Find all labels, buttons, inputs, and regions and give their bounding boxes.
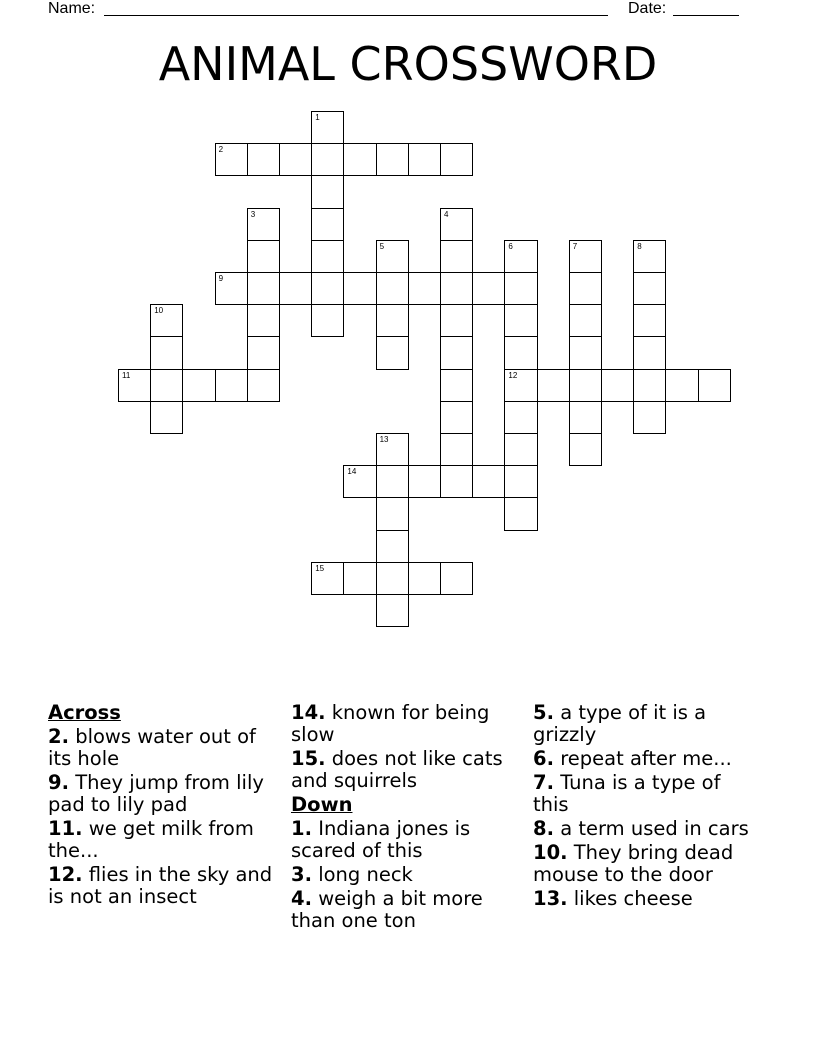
date-label: Date: [628,0,667,17]
grid-cell[interactable] [311,111,344,144]
grid-cell[interactable] [408,272,441,305]
clue-number-label: 7 [572,241,578,251]
grid-cell[interactable] [472,465,505,498]
grid-cell[interactable] [440,369,473,402]
clue-number-label: 10 [154,306,164,316]
grid-cell[interactable] [504,369,537,402]
clue-number-label: 15 [315,563,325,573]
grid-cell[interactable] [504,465,537,498]
clue-across-12: 12. flies in the sky and is not an insect [48,863,273,908]
grid-cell[interactable] [247,208,280,241]
clue-number-label: 5 [379,241,385,251]
grid-cell[interactable] [569,304,602,337]
down-heading: Down [291,793,353,816]
grid-cell[interactable] [504,497,537,530]
grid-cell[interactable] [504,240,537,273]
grid-cell[interactable] [279,143,312,176]
grid-cell[interactable] [311,272,344,305]
grid-cell[interactable] [440,562,473,595]
grid-cell[interactable] [504,336,537,369]
grid-cell[interactable] [633,240,666,273]
grid-cell[interactable] [247,272,280,305]
grid-cell[interactable] [633,369,666,402]
grid-cell[interactable] [215,272,248,305]
clue-down-1: 1. Indiana jones is scared of this [291,817,471,862]
clue-across-11: 11. we get milk from the... [48,817,254,862]
grid-cell[interactable] [311,208,344,241]
page-title: ANIMAL CROSSWORD [158,37,658,91]
grid-cell[interactable] [376,497,409,530]
grid-cell[interactable] [311,240,344,273]
grid-cell[interactable] [376,143,409,176]
grid-cell[interactable] [472,272,505,305]
grid-cell[interactable] [440,143,473,176]
grid-cell[interactable] [601,369,634,402]
grid-cell[interactable] [247,143,280,176]
grid-cell[interactable] [440,401,473,434]
grid-cell[interactable] [376,530,409,563]
grid-cell[interactable] [569,336,602,369]
clue-across-9: 9. They jump from lily pad to lily pad [48,771,264,816]
clue-number-label: 9 [218,274,224,283]
clues-column-3 [533,702,761,912]
grid-cell[interactable] [376,594,409,627]
grid-cell[interactable] [376,272,409,305]
grid-cell[interactable] [343,465,376,498]
grid-cell[interactable] [569,369,602,402]
across-heading: Across [48,701,121,724]
clue-number-label: 3 [250,209,256,219]
grid-cell[interactable] [633,336,666,369]
clues-column-2 [291,702,519,934]
grid-cell[interactable] [440,208,473,241]
clue-number-label: 6 [508,241,513,251]
grid-cell[interactable] [376,562,409,595]
clue-number-label: 12 [508,370,518,380]
grid-cell[interactable] [440,465,473,498]
grid-cell[interactable] [150,336,183,369]
clue-number-label: 2 [218,145,224,155]
grid-cell[interactable] [633,304,666,337]
grid-cell[interactable] [504,433,537,466]
grid-cell[interactable] [569,401,602,434]
grid-cell[interactable] [376,240,409,273]
clue-number-label: 11 [122,370,131,380]
grid-cell[interactable] [247,304,280,337]
clue-number-label: 13 [379,435,389,444]
grid-cell[interactable] [376,433,409,466]
clue-down-10: 10. They bring dead mouse to the door [533,841,734,886]
grid-cell[interactable] [376,304,409,337]
clue-number-label: 14 [347,467,357,477]
grid-cell[interactable] [311,304,344,337]
clue-number-label: 8 [637,241,642,251]
grid-cell[interactable] [376,465,409,498]
grid-cell[interactable] [279,272,312,305]
grid-cell[interactable] [247,240,280,273]
grid-cell[interactable] [504,401,537,434]
grid-cell[interactable] [150,369,183,402]
grid-cell[interactable] [440,272,473,305]
clue-down-7: 7. Tuna is a type of this [533,771,721,816]
grid-cell[interactable] [343,143,376,176]
clue-down-6: 6. repeat after me... [533,747,732,770]
clue-across-2: 2. blows water out of its hole [48,725,256,770]
grid-cell[interactable] [182,369,215,402]
grid-cell[interactable] [440,240,473,273]
clue-across-15: 15. does not like cats and squirrels [291,747,503,792]
clue-across-14: 14. known for being slow [291,701,490,746]
grid-cell[interactable] [440,336,473,369]
grid-cell[interactable] [376,336,409,369]
grid-cell[interactable] [247,369,280,402]
grid-cell[interactable] [633,401,666,434]
grid-cell[interactable] [440,304,473,337]
grid-cell[interactable] [569,240,602,273]
grid-cell[interactable] [408,143,441,176]
clue-down-8: 8. a term used in cars [533,817,749,840]
grid-cell[interactable] [569,433,602,466]
clue-down-4: 4. weigh a bit more than one ton [291,887,483,932]
clue-down-5: 5. a type of it is a grizzly [533,701,707,746]
clues-column-1 [48,702,276,910]
clue-down-13: 13. likes cheese [533,887,693,910]
grid-cell[interactable] [150,304,183,337]
grid-cell[interactable] [504,304,537,337]
grid-cell[interactable] [343,272,376,305]
grid-cell[interactable] [537,369,570,402]
clue-down-3: 3. long neck [291,863,413,886]
grid-cell[interactable] [150,401,183,434]
grid-cell[interactable] [118,369,151,402]
grid-cell[interactable] [311,175,344,208]
grid-cell[interactable] [440,433,473,466]
grid-cell[interactable] [247,336,280,369]
grid-cell[interactable] [698,369,731,402]
grid-cell[interactable] [311,143,344,176]
clue-number-label: 4 [444,209,449,219]
grid-cell[interactable] [504,272,537,305]
grid-cell[interactable] [215,143,248,176]
grid-cell[interactable] [408,562,441,595]
grid-cell[interactable] [633,272,666,305]
grid-cell[interactable] [311,562,344,595]
grid-cell[interactable] [408,465,441,498]
grid-cell[interactable] [215,369,248,402]
grid-cell[interactable] [665,369,698,402]
grid-cell[interactable] [569,272,602,305]
clue-number-label: 1 [315,113,320,122]
name-label: Name: [48,0,96,17]
grid-cell[interactable] [343,562,376,595]
